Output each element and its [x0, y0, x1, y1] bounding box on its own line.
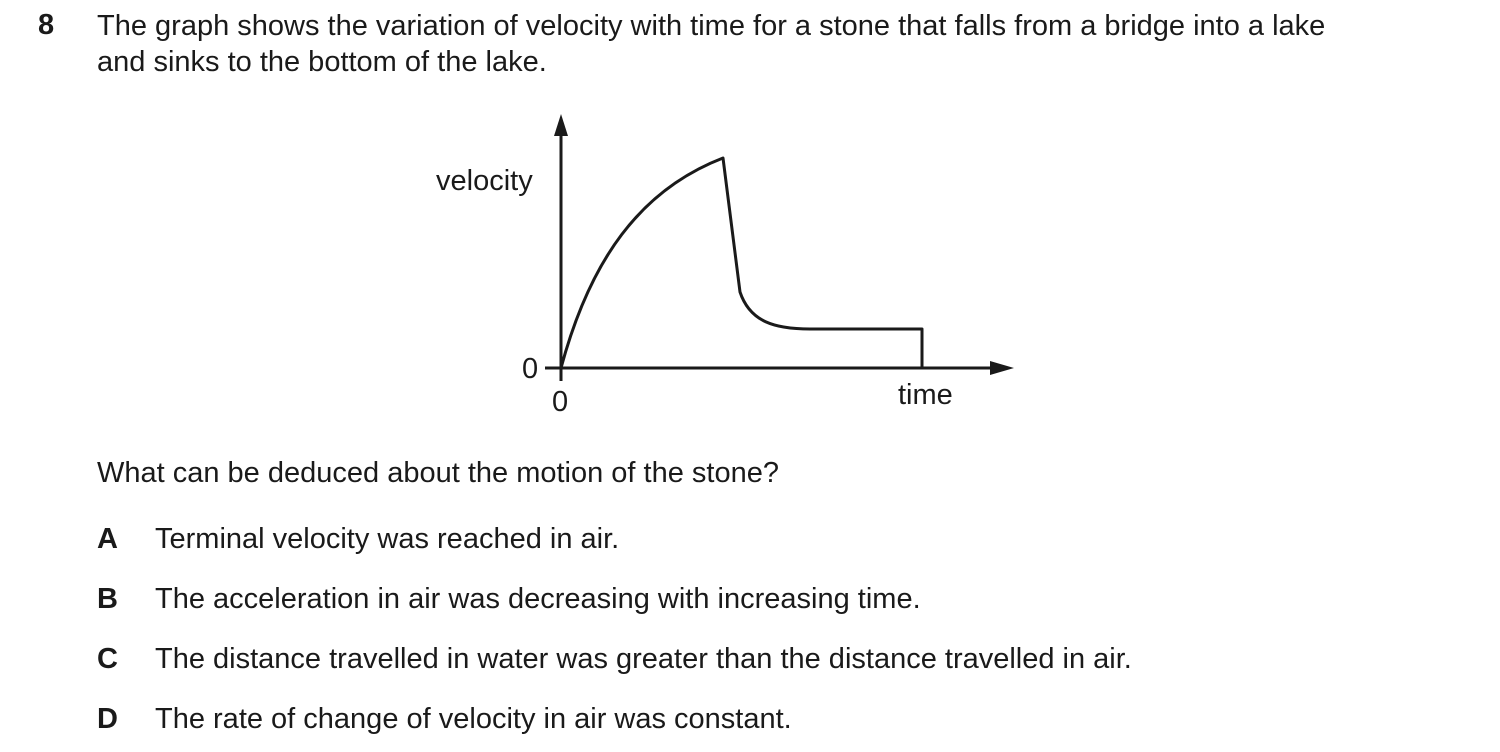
- option-d: [97, 701, 792, 737]
- y-origin-label: 0: [522, 353, 539, 385]
- option-c-text: The distance travelled in water was greater than the distance travelled in air.: [155, 643, 1132, 675]
- velocity-curve: [561, 158, 922, 368]
- option-d-text: The rate of change of velocity in air was constant.: [155, 703, 792, 735]
- option-d-letter: D: [97, 703, 118, 735]
- option-c-letter: C: [97, 643, 118, 675]
- question-number: 8: [38, 9, 55, 41]
- x-axis-label: time: [898, 379, 953, 411]
- option-c: [97, 641, 1132, 677]
- option-a: [97, 521, 619, 557]
- y-axis-arrowhead: [554, 114, 568, 136]
- option-b-text: The acceleration in air was decreasing with increasing time.: [155, 583, 921, 615]
- question-prompt: What can be deduced about the motion of the stone?: [97, 457, 779, 489]
- option-a-text: Terminal velocity was reached in air.: [155, 523, 620, 555]
- option-b-letter: B: [97, 583, 118, 615]
- option-b: [97, 581, 921, 617]
- stem-line-2: and sinks to the bottom of the lake.: [97, 46, 547, 78]
- option-a-letter: A: [97, 523, 118, 555]
- x-axis-arrowhead: [990, 361, 1014, 375]
- x-origin-label: 0: [552, 386, 569, 418]
- stem-line-1: The graph shows the variation of velocity with time for a stone that falls from a bridge into a lake: [97, 10, 1326, 42]
- y-axis-label: velocity: [436, 165, 533, 197]
